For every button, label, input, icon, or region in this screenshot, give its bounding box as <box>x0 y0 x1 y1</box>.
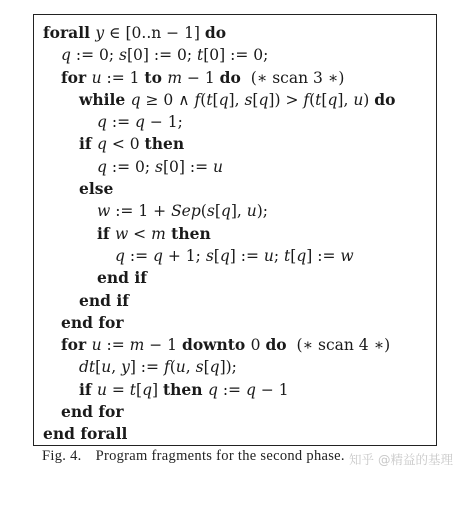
code-line <box>43 356 395 378</box>
math-symbol: y <box>95 24 105 42</box>
math-symbol: w <box>97 202 111 221</box>
math-symbol: s <box>119 46 127 65</box>
code-text: := <box>106 113 136 132</box>
keyword: end for <box>61 312 124 332</box>
code-line <box>43 44 395 66</box>
code-text: [0] := 0; <box>203 46 269 65</box>
code-text: := <box>217 380 246 399</box>
code-text: , <box>185 358 196 377</box>
code-line <box>43 178 395 200</box>
code-text: − 1; <box>144 113 183 132</box>
code-line <box>43 267 395 289</box>
keyword: end forall <box>43 424 128 444</box>
keyword: downto <box>181 335 251 355</box>
math-symbol: s <box>244 90 253 109</box>
math-symbol: m <box>167 68 183 87</box>
code-line <box>43 223 395 245</box>
math-symbol: q <box>258 90 269 109</box>
code-text: + 1; <box>162 246 206 265</box>
math-symbol: q <box>207 380 218 399</box>
math-symbol: t <box>315 90 322 109</box>
code-text: ]); <box>219 358 237 377</box>
keyword: if <box>97 223 115 243</box>
code-text: [ <box>290 246 297 265</box>
math-symbol: s <box>206 202 215 221</box>
code-line <box>43 334 395 356</box>
math-symbol: m <box>129 336 145 355</box>
keyword: then <box>163 379 208 399</box>
math-symbol: q <box>96 135 107 154</box>
math-symbol: q <box>142 380 153 399</box>
keyword: do <box>204 23 227 42</box>
math-symbol: q <box>115 246 125 265</box>
math-symbol: u <box>213 157 223 176</box>
keyword: to <box>144 67 168 87</box>
keyword: while <box>79 89 131 109</box>
math-symbol: w <box>340 246 354 265</box>
math-symbol: dt <box>79 358 96 377</box>
code-line <box>43 111 395 133</box>
caption-text: Program fragments for the second phase. <box>95 448 345 464</box>
code-text: ] <box>152 380 163 399</box>
code-line <box>43 200 395 222</box>
figure-number: Fig. 4. <box>42 448 82 464</box>
math-symbol: u <box>96 380 107 399</box>
keyword: then <box>144 134 185 154</box>
code-text: [ <box>136 380 143 399</box>
code-text: [0] := <box>162 157 214 176</box>
code-text: ( <box>200 202 207 221</box>
code-text: [ <box>213 246 220 265</box>
math-symbol: q <box>97 157 107 176</box>
code-text: := 0; <box>106 157 156 176</box>
math-symbol: u <box>91 68 102 87</box>
code-text: < 0 <box>106 135 145 154</box>
code-text: ≥ 0 ∧ <box>140 90 195 109</box>
code-text: ] := <box>306 246 341 265</box>
math-symbol: t <box>197 46 204 65</box>
figure-caption <box>42 448 345 465</box>
code-text: ], <box>337 90 354 109</box>
code-text: [0] := 0; <box>126 46 198 65</box>
math-symbol: u <box>175 358 186 377</box>
math-symbol: t <box>206 90 213 109</box>
code-text: [ <box>214 202 221 221</box>
code-text: − 1 <box>255 380 289 399</box>
algorithm-listing <box>43 22 395 446</box>
math-symbol: q <box>130 90 141 109</box>
code-line <box>43 156 395 178</box>
math-symbol: q <box>327 90 338 109</box>
code-text: (∗ scan 4 ∗) <box>286 336 391 355</box>
keyword: end if <box>97 268 147 288</box>
code-line <box>43 67 395 89</box>
math-symbol: u <box>263 246 274 265</box>
code-line <box>43 133 395 155</box>
keyword: do <box>374 89 396 109</box>
code-text: ; <box>273 246 285 265</box>
math-symbol: q <box>135 113 145 132</box>
math-symbol: t <box>284 246 291 265</box>
code-text: := <box>124 246 154 265</box>
code-line <box>43 290 395 312</box>
code-line <box>43 379 395 401</box>
code-text: [ <box>95 358 102 377</box>
code-text: − 1 <box>182 68 220 87</box>
keyword: for <box>61 335 92 355</box>
math-symbol: q <box>218 90 229 109</box>
code-text: ] := <box>229 246 264 265</box>
code-text: ( <box>309 90 316 109</box>
math-symbol: f <box>303 90 310 109</box>
code-text: ] := <box>129 358 164 377</box>
math-symbol: q <box>220 202 231 221</box>
math-symbol: s <box>195 358 204 377</box>
math-symbol: u <box>246 202 257 221</box>
math-symbol: u <box>91 336 102 355</box>
code-line <box>43 423 395 445</box>
keyword: then <box>165 223 211 243</box>
math-symbol: q <box>296 246 307 265</box>
math-symbol: q <box>209 358 220 377</box>
math-symbol: u <box>101 358 112 377</box>
code-text: ]) > <box>268 90 304 109</box>
code-line <box>43 401 395 423</box>
keyword: do <box>265 335 287 355</box>
code-text: [ <box>203 358 210 377</box>
math-symbol: q <box>245 380 256 399</box>
keyword: do <box>219 67 241 87</box>
code-text: := <box>101 336 130 355</box>
watermark: 知乎 @精益的基理 <box>349 452 453 467</box>
keyword: forall <box>43 23 96 42</box>
code-text: < <box>128 224 152 243</box>
math-symbol: q <box>219 246 230 265</box>
keyword: else <box>79 179 114 199</box>
code-line <box>43 245 395 267</box>
math-symbol: f <box>163 358 170 377</box>
math-symbol: Sep <box>171 202 201 221</box>
math-symbol: q <box>61 46 71 65</box>
keyword: if <box>79 379 97 399</box>
code-text: − 1 <box>144 336 182 355</box>
keyword: end for <box>61 402 124 422</box>
math-symbol: q <box>97 113 107 132</box>
code-text: ( <box>169 358 176 377</box>
code-text: ); <box>256 202 268 221</box>
math-symbol: s <box>155 157 163 176</box>
code-text: [ <box>212 90 219 109</box>
keyword: end if <box>79 290 129 310</box>
math-symbol: t <box>129 380 137 399</box>
code-text: ( <box>200 90 207 109</box>
math-symbol: m <box>151 224 166 243</box>
keyword: for <box>61 67 92 87</box>
code-text: := 1 + <box>110 202 172 221</box>
code-line <box>43 89 395 111</box>
code-text: [ <box>321 90 328 109</box>
math-symbol: w <box>114 224 129 243</box>
code-text: ∈ [0..n − 1] <box>104 24 205 42</box>
code-text: ], <box>228 90 245 109</box>
code-text: (∗ scan 3 ∗) <box>240 68 345 87</box>
code-text: ], <box>230 202 247 221</box>
math-symbol: s <box>205 246 214 265</box>
code-text: , <box>111 358 122 377</box>
code-text: ) <box>363 90 375 109</box>
code-text: 0 <box>250 336 266 355</box>
math-symbol: f <box>194 90 201 109</box>
math-symbol: u <box>353 90 364 109</box>
code-line <box>43 22 395 44</box>
code-text: [ <box>252 90 259 109</box>
algorithm-box <box>33 14 437 446</box>
keyword: if <box>79 134 97 154</box>
code-text: = <box>106 380 130 399</box>
code-text: := 0; <box>70 46 120 65</box>
math-symbol: y <box>121 358 130 377</box>
code-line <box>43 312 395 334</box>
code-text: := 1 <box>101 68 145 87</box>
math-symbol: q <box>153 246 163 265</box>
